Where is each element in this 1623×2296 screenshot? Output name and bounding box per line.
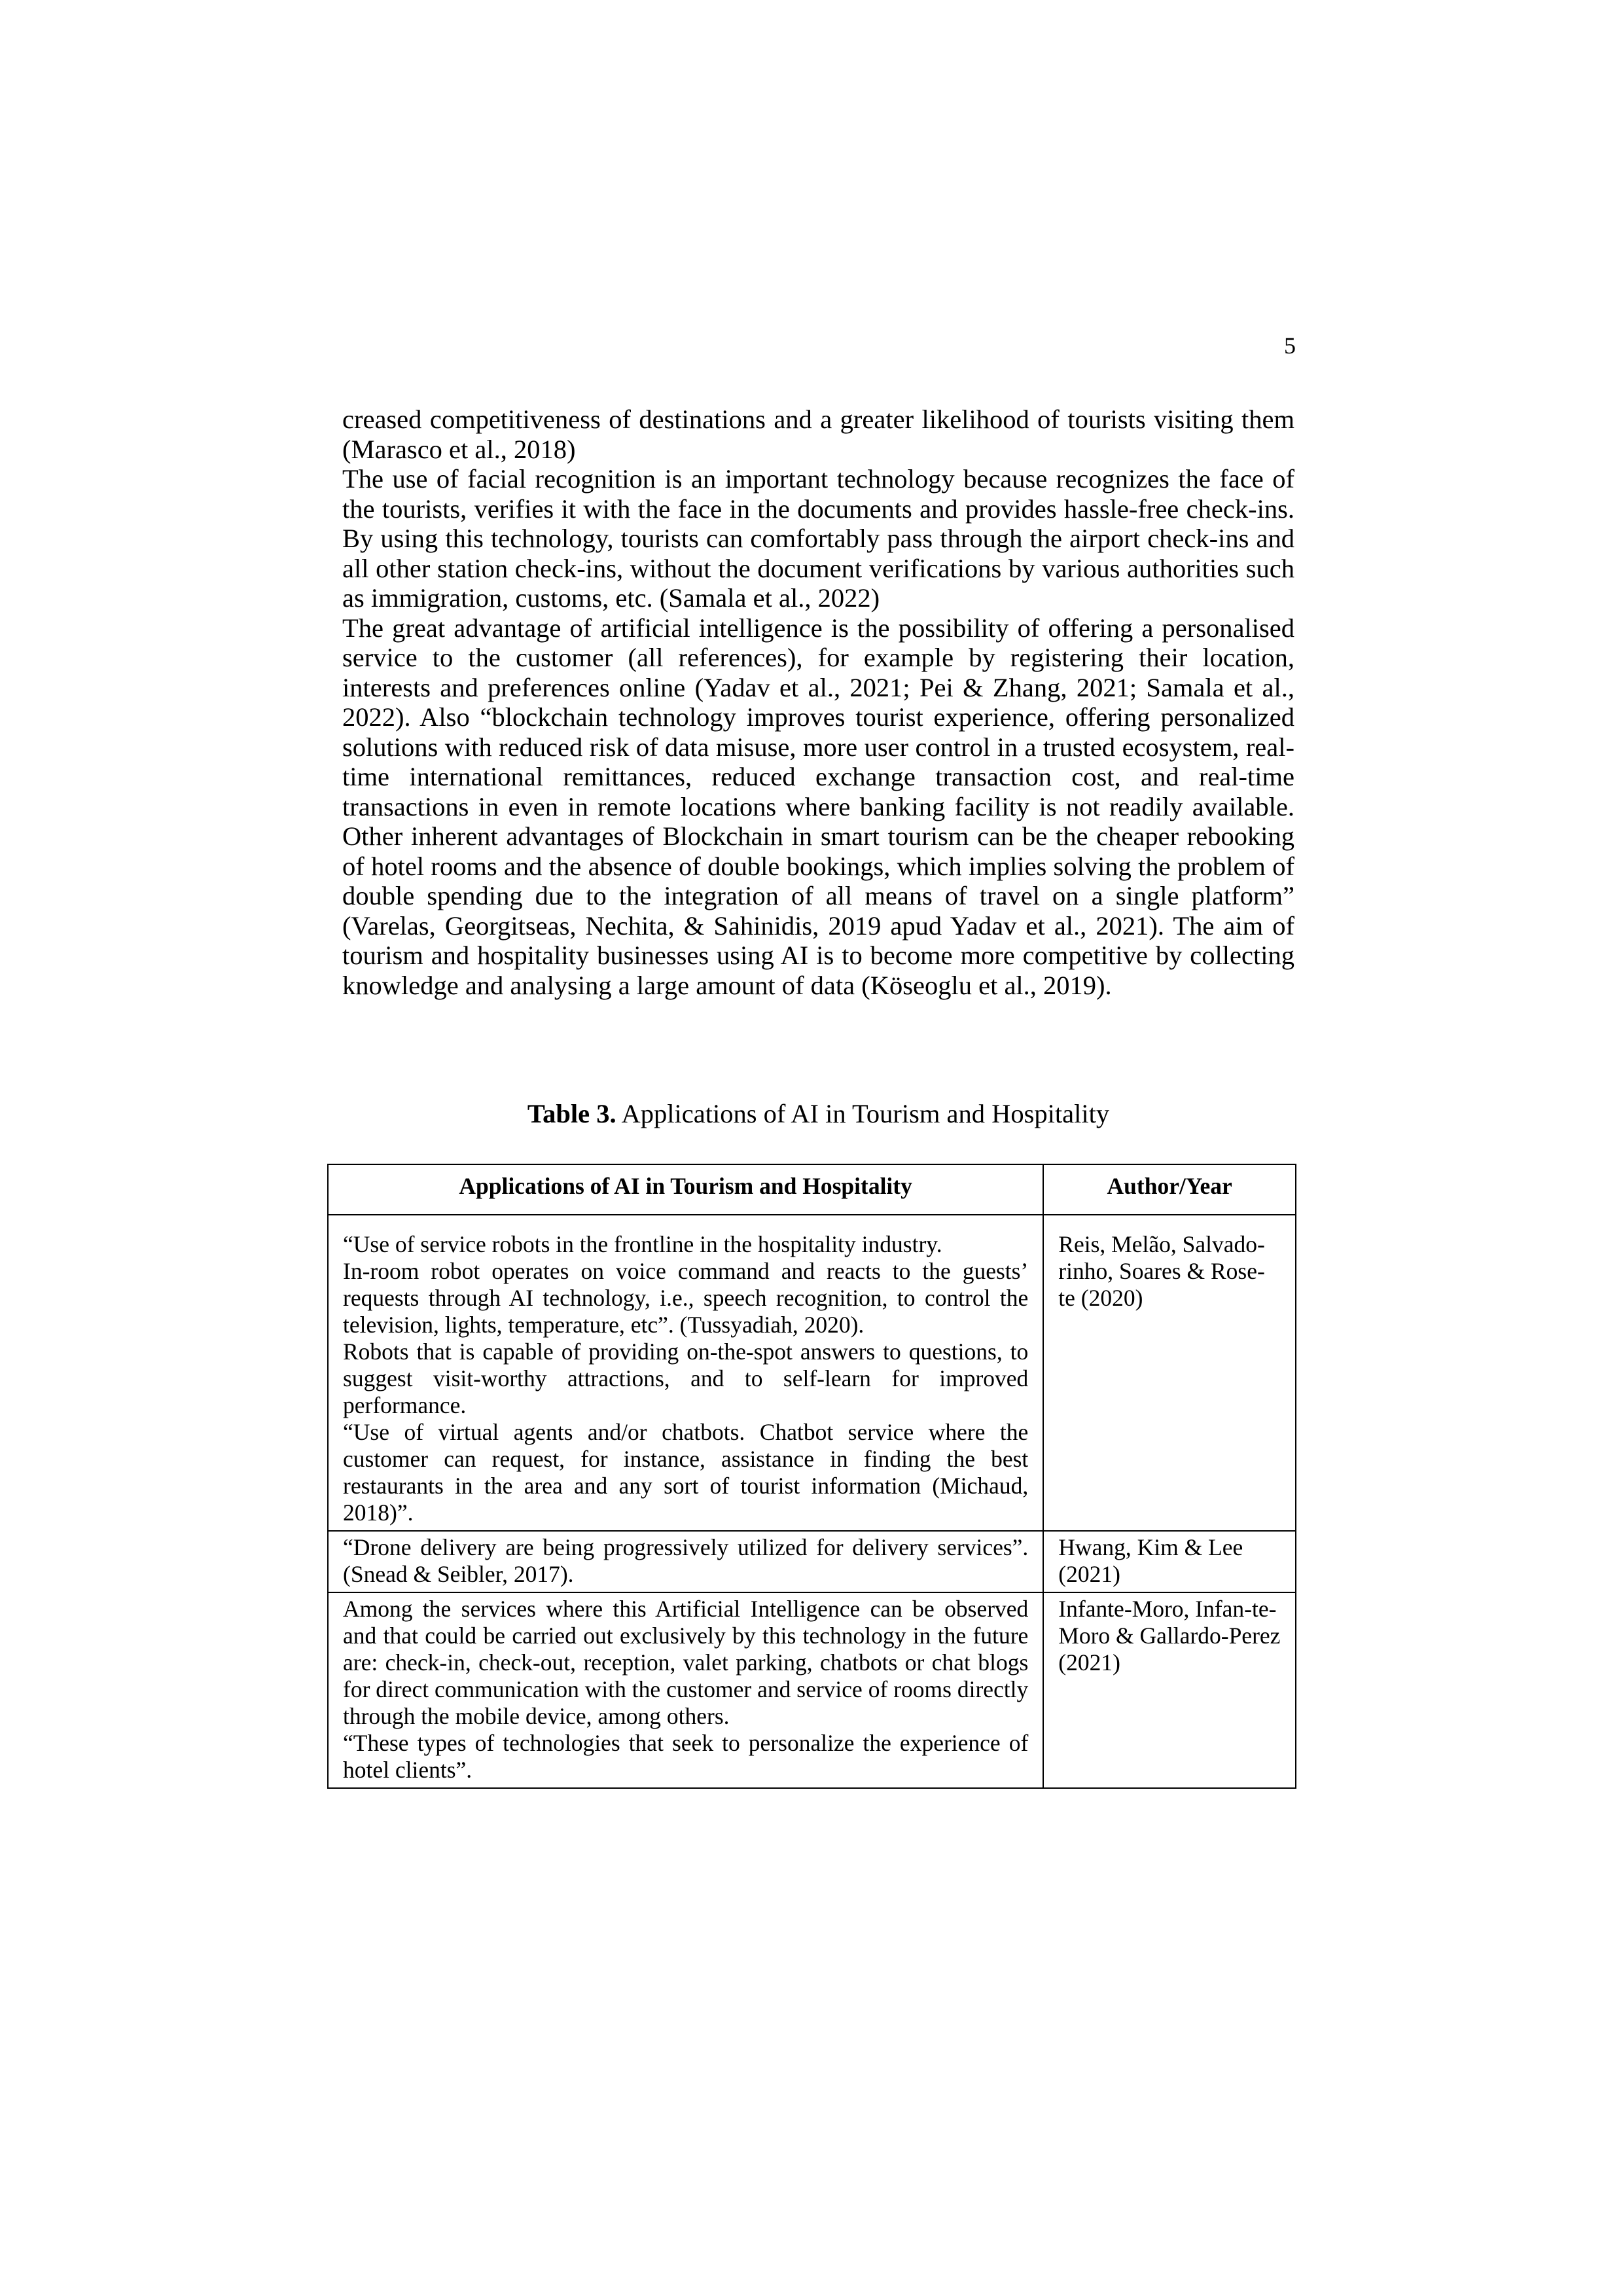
- application-line: “Drone delivery are being progressively utilized for delivery services”. (Snead & Seibler, 2017).: [343, 1534, 1029, 1587]
- table-row: [328, 1215, 1296, 1531]
- paragraph: The use of facial recognition is an important technology because recognizes the face of the tourists, verifies it with the face in the documents and provides hassle-free check-ins. By using this technology, tourists can comfortably pass through the airport check-ins and all other station check-ins, without the document verifications by various authorities such as immigration, customs, etc. (Samala et al., 2022): [342, 464, 1294, 613]
- application-cell: [328, 1592, 1043, 1788]
- application-line: Among the services where this Artificial Intelligence can be observed and that could be carried out exclusively by this technology in the future are: check-in, check-out, reception, valet parking, chatbots or chat blogs for direct communication with the customer and service of rooms directly through the mobile device, among others.: [343, 1596, 1029, 1729]
- application-line: “These types of technologies that seek to personalize the experience of hotel clients”.: [343, 1730, 1029, 1783]
- table-row: [328, 1592, 1296, 1788]
- table-caption: [342, 1098, 1294, 1130]
- application-line: “Use of virtual agents and/or chatbots. Chatbot service where the customer can request, for instance, assistance in finding the best restaurants in the area and any sort of tourist information (Michaud, 2018)”.: [343, 1419, 1029, 1526]
- table-header-applications: Applications of AI in Tourism and Hospitality: [328, 1164, 1043, 1215]
- author-cell: Hwang, Kim & Lee (2021): [1043, 1531, 1296, 1592]
- table-caption-label: Table 3.: [527, 1099, 616, 1128]
- application-line: Robots that is capable of providing on-the-spot answers to questions, to suggest visit-worthy attractions, and to self-learn for improved performance.: [343, 1338, 1029, 1418]
- author-cell: Reis, Melão, Salvado-rinho, Soares & Rose-te (2020): [1043, 1215, 1296, 1531]
- paragraph: The great advantage of artificial intelligence is the possibility of offering a personalised service to the customer (all references), for example by registering their location, interests and preferences online (Yadav et al., 2021; Pei & Zhang, 2021; Samala et al., 2022). Also “blockchain technology improves tourist experience, offering personalized solutions with reduced risk of data misuse, more user control in a trusted ecosystem, real-time international remittances, reduced exchange transaction cost, and real-time transactions in even in remote locations where banking facility is not readily available. Other inherent advantages of Blockchain in smart tourism can be the cheaper rebooking of hotel rooms and the absence of double bookings, which implies solving the problem of double spending due to the integration of all means of travel on a single platform” (Varelas, Georgitseas, Nechita, & Sahinidis, 2019 apud Yadav et al., 2021). The aim of tourism and hospitality businesses using AI is to become more competitive by collecting knowledge and analysing a large amount of data (Köseoglu et al., 2019).: [342, 613, 1294, 1000]
- paragraph: creased competitiveness of destinations and a greater likelihood of tourists visiting them (Marasco et al., 2018): [342, 404, 1294, 464]
- applications-table: [327, 1164, 1296, 1789]
- table-header-row: [328, 1164, 1296, 1215]
- application-line: In-room robot operates on voice command and reacts to the guests’ requests through AI technology, i.e., speech recognition, to control the television, lights, temperature, etc”. (Tussyadiah, 2020).: [343, 1258, 1029, 1338]
- author-cell: Infante-Moro, Infan-te-Moro & Gallardo-Perez (2021): [1043, 1592, 1296, 1788]
- table-caption-text: Applications of AI in Tourism and Hospitality: [616, 1099, 1110, 1128]
- application-cell: [328, 1215, 1043, 1531]
- body-text: [342, 404, 1294, 1000]
- application-cell: [328, 1531, 1043, 1592]
- page-number: 5: [1284, 332, 1296, 359]
- table-header-author-year: Author/Year: [1043, 1164, 1296, 1215]
- application-line: “Use of service robots in the frontline in the hospitality industry.: [343, 1231, 942, 1257]
- table-row: [328, 1531, 1296, 1592]
